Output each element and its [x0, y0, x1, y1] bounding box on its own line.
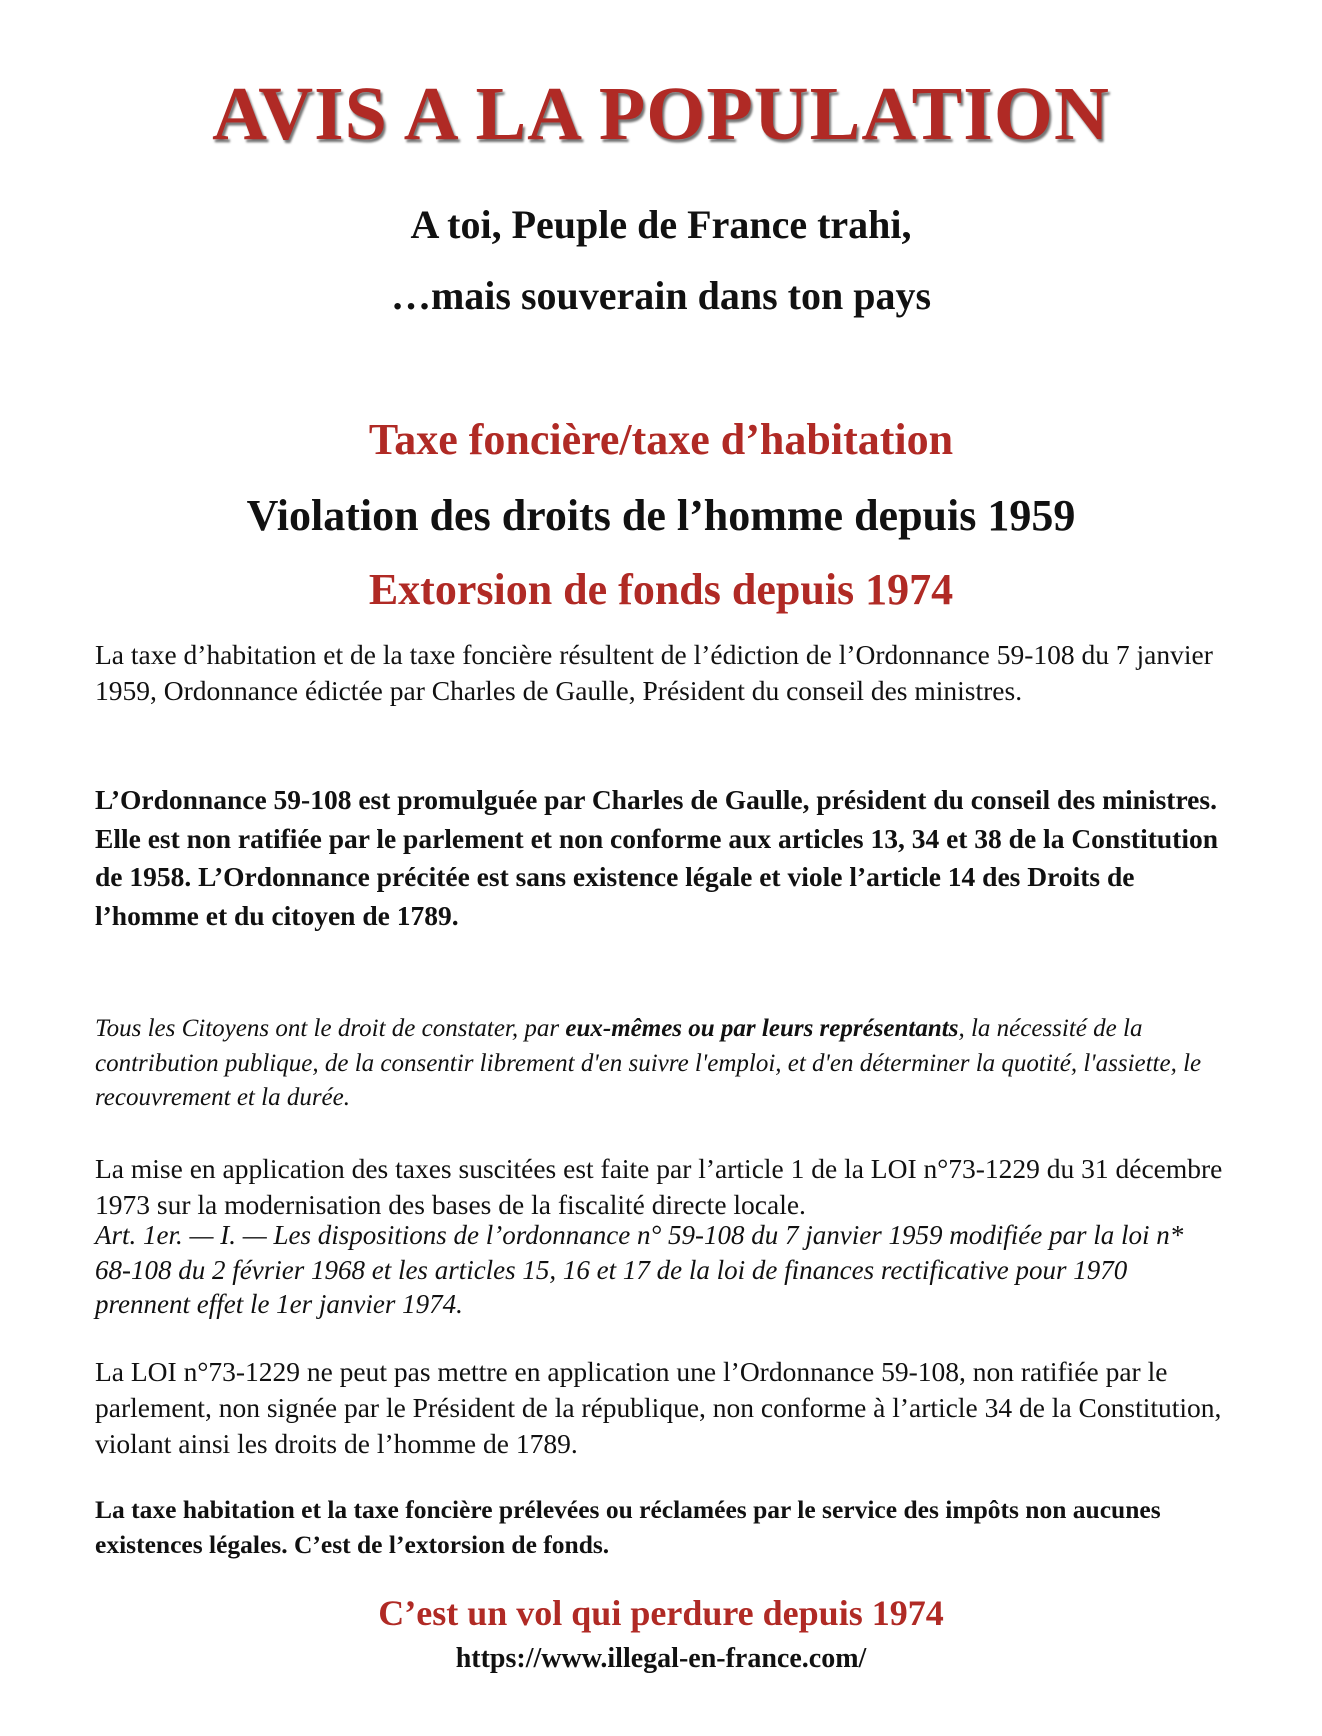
paragraph-intro: La taxe d’habitation et de la taxe foncière résultent de l’édiction de l’Ordonnance 59-108 du 7 janvier 1959, Ordonnance édictée par Charles de Gaulle, Président du conseil des ministres. — [95, 639, 1213, 706]
heading-taxes: Taxe foncière/taxe d’habitation — [368, 415, 954, 464]
closing-statement: C’est un vol qui perdure depuis 1974 — [378, 1593, 944, 1633]
subtitle-line-1: A toi, Peuple de France trahi, — [410, 202, 912, 247]
quote-text-1: Tous les Citoyens ont le droit de constater, par — [95, 1015, 566, 1042]
paragraph-article: Art. 1er. — I. — Les dispositions de l’ordonnance n° 59-108 du 7 janvier 1959 modifiée par la loi n* 68-108 du 2 février 1968 et les articles 15, 16 et 17 de la loi de finances rectificative pour 1970 prennent effet le 1er janvier 1974. — [95, 1220, 1184, 1319]
paragraph-final: La taxe habitation et la taxe foncière prélevées ou réclamées par le service des impôts non aucunes existences légales. C’est de l’extorsion de fonds. — [95, 1495, 1161, 1559]
paragraph-non-ratifiee: La LOI n°73-1229 ne peut pas mettre en application une l’Ordonnance 59-108, non ratifiée par le parlement, non signée par le Président de la république, non conforme à l’article 34 de la Constitution, violant ainsi les droits de l’homme de 1789. — [95, 1356, 1222, 1459]
heading-violation: Violation des droits de l’homme depuis 1959 — [246, 491, 1076, 540]
main-title: AVIS A LA POPULATION — [212, 72, 1110, 156]
quote-text-2: , la nécessité de la contribution publique, de la consentir librement d'en suivre l'emploi, et d'en déterminer la quotité, l'assiette, le recouvrement et la durée. — [95, 1015, 1202, 1111]
website-url: https://www.illegal-en-france.com/ — [455, 1643, 867, 1674]
quote-emphasis: eux-mêmes ou par leurs représentants — [565, 1015, 959, 1042]
heading-extorsion: Extorsion de fonds depuis 1974 — [368, 565, 954, 614]
paragraph-bold-statement: L’Ordonnance 59-108 est promulguée par Charles de Gaulle, président du conseil des ministres. Elle est non ratifiée par le parlement et non conforme aux articles 13, 34 et 38 de la Constitution de 1958. L’Ordonnance précitée est sans existence légale et viole l’article 14 des Droits de l’homme et du citoyen de 1789. — [95, 784, 1219, 931]
subtitle-line-2: …mais souverain dans ton pays — [390, 273, 932, 318]
paragraph-quote — [95, 1012, 1225, 1116]
paragraph-loi: La mise en application des taxes suscitées est faite par l’article 1 de la LOI n°73-1229 du 31 décembre 1973 sur la modernisation des bases de la fiscalité directe locale. — [95, 1153, 1223, 1220]
